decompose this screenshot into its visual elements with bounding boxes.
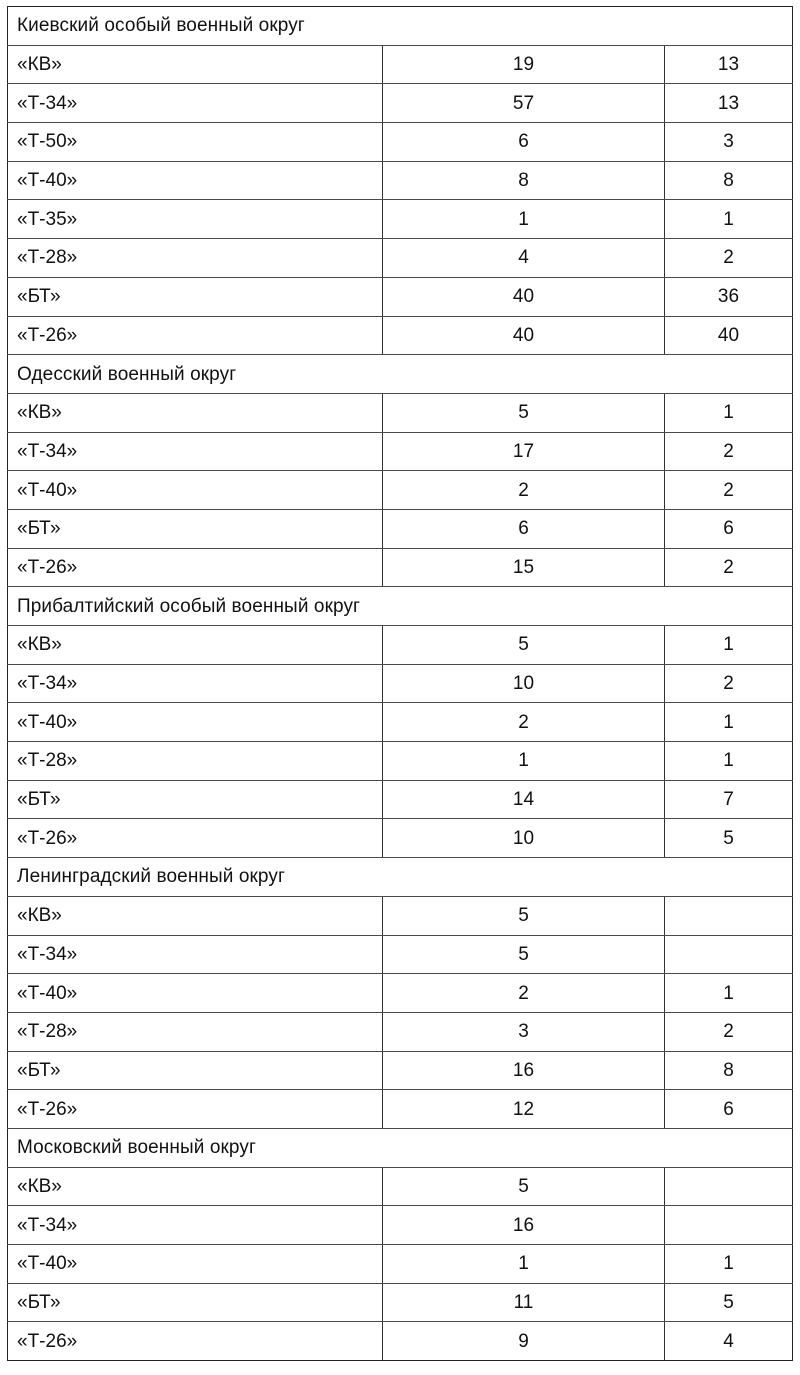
table-row <box>8 1012 793 1051</box>
value-cell-1: 14 <box>383 780 665 819</box>
table-row <box>8 896 793 935</box>
value-cell-2: 40 <box>665 316 793 355</box>
value-cell-1: 2 <box>383 974 665 1013</box>
value-cell-2: 1 <box>665 742 793 781</box>
section-header-row <box>8 587 793 626</box>
tank-model-cell: «Т-50» <box>8 123 383 162</box>
table-row <box>8 626 793 665</box>
value-cell-2: 36 <box>665 277 793 316</box>
table-row <box>8 471 793 510</box>
tank-model-cell: «КВ» <box>8 45 383 84</box>
value-cell-2: 1 <box>665 1245 793 1284</box>
table-row <box>8 1322 793 1361</box>
value-cell-2: 1 <box>665 200 793 239</box>
section-title: Московский военный округ <box>8 1128 793 1167</box>
table-row <box>8 819 793 858</box>
table-row <box>8 780 793 819</box>
tank-model-cell: «КВ» <box>8 1167 383 1206</box>
value-cell-2: 8 <box>665 161 793 200</box>
value-cell-2: 2 <box>665 664 793 703</box>
value-cell-2: 6 <box>665 509 793 548</box>
value-cell-2: 6 <box>665 1090 793 1129</box>
value-cell-2: 8 <box>665 1051 793 1090</box>
tank-model-cell: «Т-28» <box>8 1012 383 1051</box>
value-cell-1: 12 <box>383 1090 665 1129</box>
value-cell-1: 40 <box>383 277 665 316</box>
value-cell-2 <box>665 1206 793 1245</box>
table-row <box>8 1245 793 1284</box>
tank-model-cell: «КВ» <box>8 626 383 665</box>
table-row <box>8 239 793 278</box>
value-cell-1: 1 <box>383 1245 665 1284</box>
value-cell-2: 2 <box>665 471 793 510</box>
value-cell-1: 6 <box>383 123 665 162</box>
tank-model-cell: «Т-40» <box>8 1245 383 1284</box>
value-cell-1: 10 <box>383 664 665 703</box>
value-cell-1: 40 <box>383 316 665 355</box>
value-cell-1: 10 <box>383 819 665 858</box>
value-cell-1: 16 <box>383 1206 665 1245</box>
tank-model-cell: «КВ» <box>8 896 383 935</box>
tank-model-cell: «Т-40» <box>8 471 383 510</box>
table-row <box>8 1090 793 1129</box>
tank-table-body <box>8 7 793 1361</box>
value-cell-2: 3 <box>665 123 793 162</box>
table-row <box>8 509 793 548</box>
value-cell-1: 6 <box>383 509 665 548</box>
value-cell-2: 2 <box>665 1012 793 1051</box>
value-cell-1: 2 <box>383 471 665 510</box>
table-row <box>8 393 793 432</box>
value-cell-2: 1 <box>665 393 793 432</box>
tank-model-cell: «БТ» <box>8 780 383 819</box>
section-header-row <box>8 7 793 46</box>
tank-model-cell: «БТ» <box>8 509 383 548</box>
value-cell-2: 5 <box>665 1283 793 1322</box>
value-cell-2 <box>665 896 793 935</box>
table-row <box>8 664 793 703</box>
tank-model-cell: «БТ» <box>8 1051 383 1090</box>
value-cell-1: 5 <box>383 935 665 974</box>
section-header-row <box>8 1128 793 1167</box>
section-title: Ленинградский военный округ <box>8 858 793 897</box>
value-cell-2 <box>665 935 793 974</box>
tank-model-cell: «Т-26» <box>8 1090 383 1129</box>
section-title: Одесский военный округ <box>8 355 793 394</box>
tank-model-cell: «Т-34» <box>8 664 383 703</box>
tank-model-cell: «Т-26» <box>8 548 383 587</box>
value-cell-2: 1 <box>665 626 793 665</box>
tank-model-cell: «Т-40» <box>8 703 383 742</box>
value-cell-1: 17 <box>383 432 665 471</box>
value-cell-2: 2 <box>665 548 793 587</box>
table-row <box>8 742 793 781</box>
value-cell-2: 1 <box>665 974 793 1013</box>
value-cell-1: 5 <box>383 626 665 665</box>
table-row <box>8 84 793 123</box>
tank-model-cell: «Т-28» <box>8 742 383 781</box>
value-cell-1: 3 <box>383 1012 665 1051</box>
table-row <box>8 200 793 239</box>
table-row <box>8 703 793 742</box>
table-row <box>8 974 793 1013</box>
value-cell-1: 1 <box>383 742 665 781</box>
section-title: Киевский особый военный округ <box>8 7 793 46</box>
value-cell-2: 4 <box>665 1322 793 1361</box>
value-cell-1: 4 <box>383 239 665 278</box>
value-cell-1: 57 <box>383 84 665 123</box>
tank-model-cell: «Т-35» <box>8 200 383 239</box>
tank-model-cell: «Т-40» <box>8 161 383 200</box>
table-row <box>8 1206 793 1245</box>
table-row <box>8 45 793 84</box>
value-cell-1: 9 <box>383 1322 665 1361</box>
value-cell-2: 7 <box>665 780 793 819</box>
table-row <box>8 123 793 162</box>
value-cell-1: 8 <box>383 161 665 200</box>
tank-model-cell: «БТ» <box>8 277 383 316</box>
value-cell-2: 1 <box>665 703 793 742</box>
value-cell-2: 5 <box>665 819 793 858</box>
tank-model-cell: «Т-34» <box>8 1206 383 1245</box>
value-cell-1: 2 <box>383 703 665 742</box>
tank-model-cell: «Т-28» <box>8 239 383 278</box>
table-row <box>8 935 793 974</box>
tank-model-cell: «Т-26» <box>8 316 383 355</box>
table-row <box>8 316 793 355</box>
value-cell-2: 2 <box>665 432 793 471</box>
tank-model-cell: «Т-34» <box>8 432 383 471</box>
value-cell-1: 5 <box>383 393 665 432</box>
table-row <box>8 1051 793 1090</box>
value-cell-1: 5 <box>383 896 665 935</box>
tank-model-cell: «КВ» <box>8 393 383 432</box>
table-row <box>8 1283 793 1322</box>
value-cell-1: 1 <box>383 200 665 239</box>
tank-table <box>7 6 793 1361</box>
section-title: Прибалтийский особый военный округ <box>8 587 793 626</box>
value-cell-2: 13 <box>665 84 793 123</box>
value-cell-2: 13 <box>665 45 793 84</box>
section-header-row <box>8 355 793 394</box>
table-row <box>8 161 793 200</box>
value-cell-1: 5 <box>383 1167 665 1206</box>
table-row <box>8 1167 793 1206</box>
value-cell-1: 11 <box>383 1283 665 1322</box>
tank-model-cell: «Т-34» <box>8 935 383 974</box>
table-row <box>8 548 793 587</box>
tank-model-cell: «Т-26» <box>8 819 383 858</box>
value-cell-1: 16 <box>383 1051 665 1090</box>
tank-model-cell: «БТ» <box>8 1283 383 1322</box>
value-cell-1: 15 <box>383 548 665 587</box>
value-cell-1: 19 <box>383 45 665 84</box>
tank-model-cell: «Т-34» <box>8 84 383 123</box>
table-row <box>8 277 793 316</box>
tank-model-cell: «Т-26» <box>8 1322 383 1361</box>
value-cell-2 <box>665 1167 793 1206</box>
section-header-row <box>8 858 793 897</box>
value-cell-2: 2 <box>665 239 793 278</box>
tank-model-cell: «Т-40» <box>8 974 383 1013</box>
table-row <box>8 432 793 471</box>
